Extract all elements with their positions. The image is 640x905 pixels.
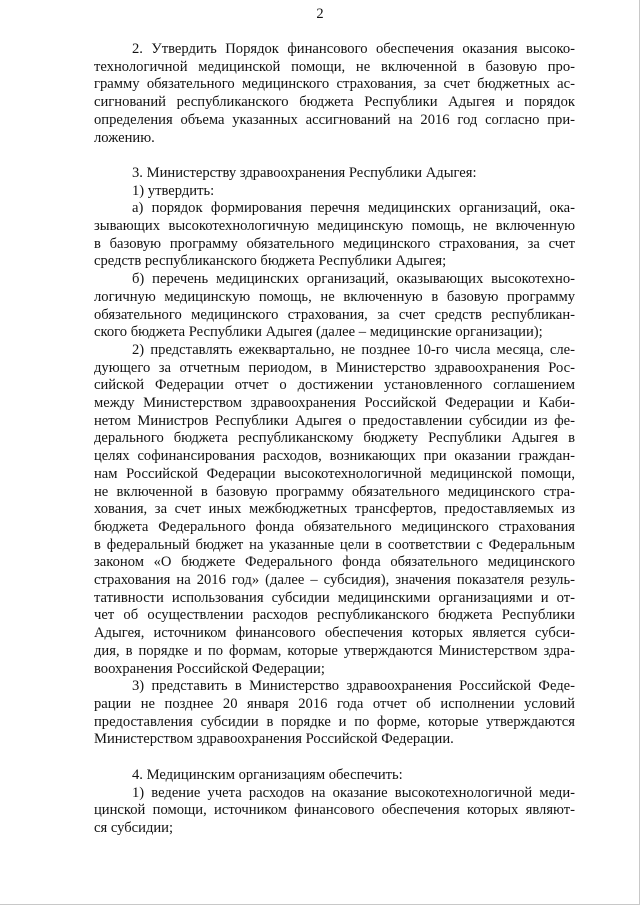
text-line: в базовую программу обязательного медицинского страхования, за счет [94,235,575,252]
text-line: бюджета Федерального фонда обязательного медицинского страхования [94,518,575,535]
text-line: предоставления субсидии в порядке и по форме, которые утверждаются [94,713,575,730]
text-line: законом «О бюджете Федерального фонда обязательного медицинского [94,554,575,571]
paragraph-spacer [94,147,575,165]
paragraph-3 [94,165,575,183]
text-line: сигнований республиканского бюджета Республики Адыгея и порядок [94,94,575,111]
text-line: тативности использования субсидии медицинскими организациями и от- [94,589,575,606]
text-line: 3. Министерству здравоохранения Республики Адыгея: [132,164,477,181]
text-line: сийской Федерации отчет о достижении установленного соглашением [94,377,575,394]
subitem-3-1 [94,183,575,201]
text-line: 1) утвердить: [132,182,215,199]
text-line: технологичной медицинской помощи, не включенной в базовую про- [94,58,575,75]
text-line: хования, за счет иных межбюджетных трансфертов, предоставляемых из [94,501,575,518]
text-line: ского бюджета Республики Адыгея (далее – медицинские организации); [94,324,543,341]
text-line: нам Российской Федерации высокотехнологичной медицинской помощи, [94,465,575,482]
page-number: 2 [316,6,324,22]
text-line: грамму обязательного медицинского страхования, за счет бюджетных ас- [94,76,575,93]
subitem-3-1-b [94,271,575,342]
text-line: определения объема указанных ассигнований на 2016 год согласно при- [94,111,575,128]
text-line: зывающих высокотехнологичную медицинскую помощь, не включенную [94,218,575,235]
text-line: нетом Министров Республики Адыгея о предоставлении субсидии из фе- [94,412,575,429]
text-line: а) порядок формирования перечня медицинских организаций, ока- [132,200,575,217]
document-body [94,41,575,838]
text-line: Министерством здравоохранения Российской Федерации. [94,731,454,748]
text-line: дия, в порядке и по формам, которые утверждаются Министерством здра- [94,642,575,659]
text-line: между Министерством здравоохранения Российской Федерации и Каби- [94,395,575,412]
subitem-3-3 [94,678,575,749]
text-line: 2. Утвердить Порядок финансового обеспечения оказания высоко- [132,41,575,57]
text-line: чет об осуществлении расходов республиканского бюджета Республики [94,607,575,624]
text-line: дующего за отчетным периодом, в Министерство здравоохранения Рос- [94,359,575,376]
paragraph-spacer [94,749,575,767]
text-line: дерального бюджета республиканскому бюджету Республики Адыгея в [94,430,575,447]
text-line: средств республиканского бюджета Республики Адыгея; [94,253,447,270]
subitem-4-1 [94,785,575,838]
text-line: логичную медицинскую помощь, не включенную в базовую программу [94,288,575,305]
text-line: 1) ведение учета расходов на оказание высокотехнологичной меди- [132,784,575,801]
paragraph-4 [94,767,575,785]
text-line: б) перечень медицинских организаций, оказывающих высокотехно- [132,271,575,288]
subitem-3-1-a [94,200,575,271]
text-line: страхования на 2016 год» (далее – субсидия), значения показателя резуль- [94,572,575,589]
text-line: Адыгея, источником финансового обеспечения которых является субси- [94,625,575,642]
text-line: рации не позднее 20 января 2016 года отчет об исполнении условий [94,696,575,712]
text-line: ложению. [94,129,155,146]
text-line: цинской помощи, источником финансового обеспечения которых являют- [94,802,575,819]
paragraph-2 [94,41,575,147]
text-line: не включенной в базовую программу обязательного медицинского стра- [94,483,575,500]
text-line: 3) представить в Министерство здравоохранения Российской Феде- [132,678,575,695]
text-line: ся субсидии; [94,819,174,836]
text-line: 2) представлять ежеквартально, не позднее 10-го числа месяца, сле- [132,341,575,358]
subitem-3-2 [94,342,575,678]
text-line: обязательного медицинского страхования, за счет средств республикан- [94,306,575,323]
text-line: 4. Медицинским организациям обеспечить: [132,766,403,783]
text-line: целях софинансирования расходов, возникающих при оказании граждан- [94,448,575,465]
text-line: в федеральный бюджет на указанные цели в соответствии с Федеральным [94,536,575,553]
text-line: воохранения Российской Федерации; [94,660,325,677]
